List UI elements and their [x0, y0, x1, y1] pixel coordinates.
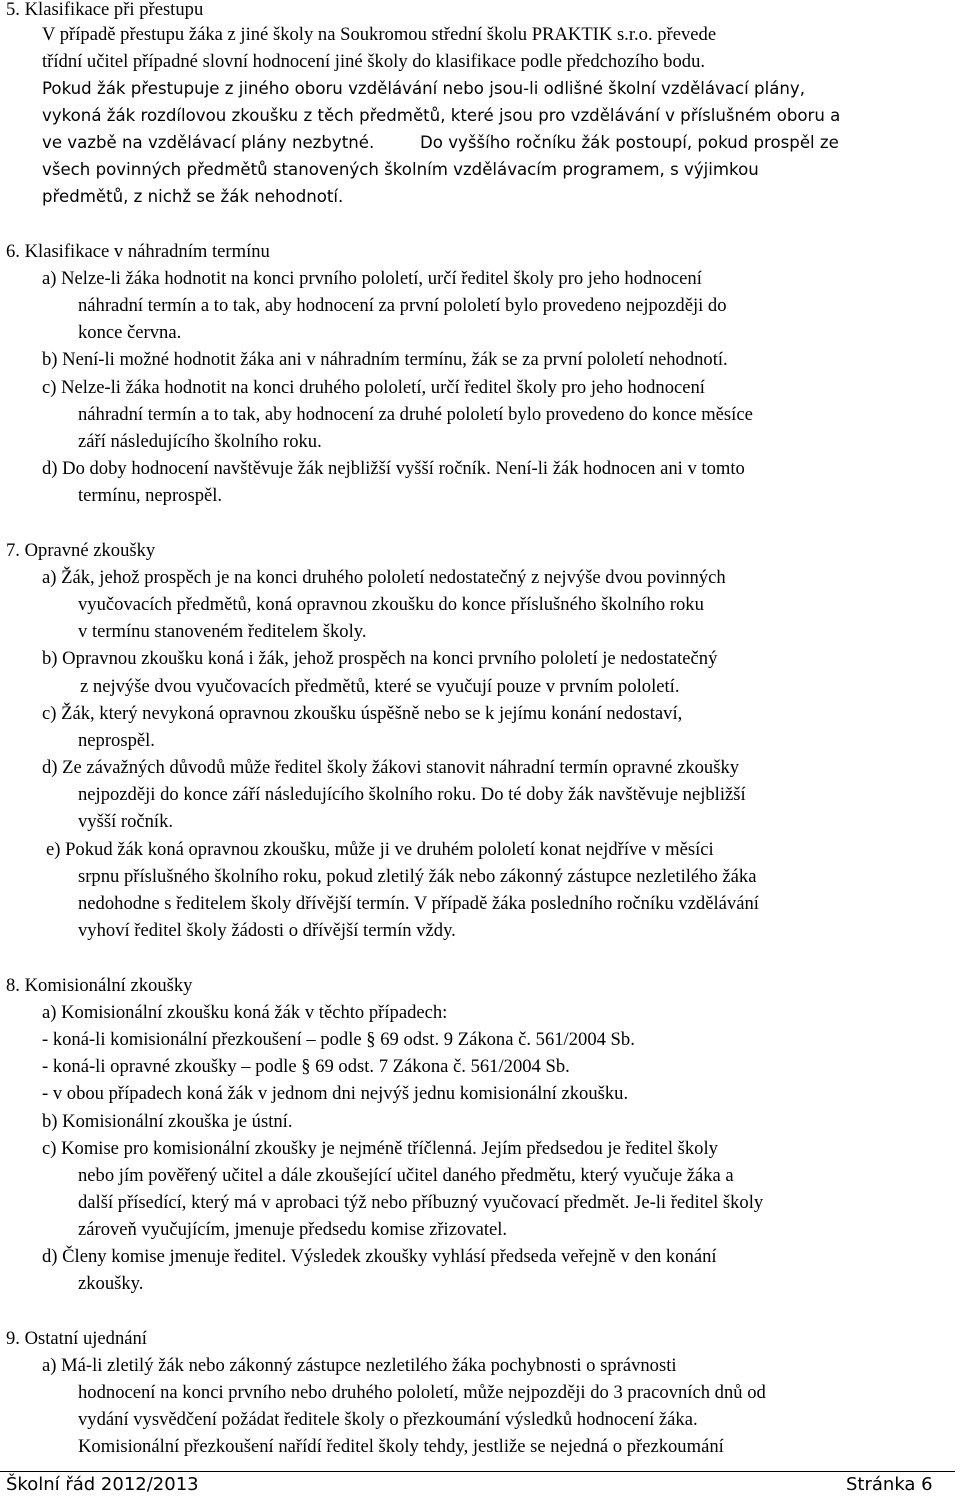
section-6-line: náhradní termín a to tak, aby hodnocení za druhé pololetí bylo provedeno do konce měsíce: [78, 404, 753, 425]
section-8-line: další přísedící, který má v aprobaci týž nebo příbuzný vyučovací předmět. Je-li ředitel školy: [78, 1192, 764, 1213]
section-5-line: předmětů, z nichž se žák nehodnotí.: [42, 187, 344, 206]
section-9-line: a) Má-li zletilý žák nebo zákonný zástupce nezletilého žáka pochybnosti o správnosti: [42, 1355, 677, 1376]
section-8-line: - koná-li komisionální přezkoušení – podle § 69 odst. 9 Zákona č. 561/2004 Sb.: [42, 1029, 635, 1050]
section-5-line: všech povinných předmětů stanovených školním vzdělávacím programem, s výjimkou: [42, 160, 759, 179]
section-5-line: Do vyššího ročníku žák postoupí, pokud prospěl ze: [420, 133, 839, 152]
section-5-heading: 5. Klasifikace při přestupu: [6, 0, 204, 20]
section-5-line: V případě přestupu žáka z jiné školy na Soukromou střední školu PRAKTIK s.r.o. převede: [42, 24, 717, 45]
section-7-line: c) Žák, který nevykoná opravnou zkoušku úspěšně nebo se k jejímu konání nedostaví,: [42, 703, 683, 724]
footer-divider: [0, 1471, 955, 1472]
section-7-line: srpnu příslušného školního roku, pokud zletilý žák nebo zákonný zástupce nezletilého žáka: [78, 866, 757, 887]
section-7-line: v termínu stanoveném ředitelem školy.: [78, 621, 367, 642]
section-6-line: konce června.: [78, 322, 182, 343]
section-8-line: nebo jím pověřený učitel a dále zkoušející učitel daného předmětu, který vyučuje žáka a: [78, 1165, 734, 1186]
section-6-heading: 6. Klasifikace v náhradním termínu: [6, 241, 270, 262]
section-5-line: ve vazbě na vzdělávací plány nezbytné.: [42, 133, 375, 152]
section-6-line: září následujícího školního roku.: [78, 431, 322, 452]
section-7-heading: 7. Opravné zkoušky: [6, 540, 156, 561]
section-7-line: neprospěl.: [78, 730, 155, 751]
section-8-line: - koná-li opravné zkoušky – podle § 69 odst. 7 Zákona č. 561/2004 Sb.: [42, 1056, 570, 1077]
section-8-line: d) Členy komise jmenuje ředitel. Výsledek zkoušky vyhlásí předseda veřejně v den konání: [42, 1246, 717, 1267]
section-8-line: c) Komise pro komisionální zkoušky je nejméně tříčlenná. Jejím předsedou je ředitel školy: [42, 1138, 718, 1159]
section-7-line: a) Žák, jehož prospěch je na konci druhého pololetí nedostatečný z nejvýše dvou povinných: [42, 567, 726, 588]
section-6-line: termínu, neprospěl.: [78, 485, 223, 506]
section-8-line: a) Komisionální zkoušku koná žák v těchto případech:: [42, 1002, 448, 1023]
section-7-line: vyhoví ředitel školy žádosti o dřívější termín vždy.: [78, 920, 456, 941]
section-8-line: b) Komisionální zkouška je ústní.: [42, 1111, 293, 1132]
section-6-line: a) Nelze-li žáka hodnotit na konci prvního pololetí, určí ředitel školy pro jeho hodnocení: [42, 268, 702, 289]
section-7-line: nedohodne s ředitelem školy dřívější termín. V případě žáka posledního ročníku vzdělávání: [78, 893, 759, 914]
footer-title: Školní řád 2012/2013: [6, 1474, 199, 1495]
section-9-line: Komisionální přezkoušení nařídí ředitel školy tehdy, jestliže se nejedná o přezkoumání: [78, 1436, 724, 1457]
section-9-line: hodnocení na konci prvního nebo druhého pololetí, může nejpozději do 3 pracovních dnů od: [78, 1382, 766, 1403]
section-7-line: z nejvýše dvou vyučovacích předmětů, které se vyučují pouze v prvním pololetí.: [80, 676, 680, 697]
section-6-line: náhradní termín a to tak, aby hodnocení za první pololetí bylo provedeno nejpozději do: [78, 295, 727, 316]
section-8-line: zkoušky.: [78, 1273, 144, 1294]
section-6-line: c) Nelze-li žáka hodnotit na konci druhého pololetí, určí ředitel školy pro jeho hodnocení: [42, 377, 705, 398]
section-7-line: vyšší ročník.: [78, 811, 174, 832]
section-9-heading: 9. Ostatní ujednání: [6, 1328, 147, 1349]
section-5-line: vykoná žák rozdílovou zkoušku z těch předmětů, které jsou pro vzdělávání v příslušném oboru a: [42, 106, 841, 125]
section-7-line: nejpozději do konce září následujícího školního roku. Do té doby žák navštěvuje nejbližší: [78, 784, 746, 805]
section-7-line: vyučovacích předmětů, koná opravnou zkoušku do konce příslušného školního roku: [78, 594, 704, 615]
section-7-line: e) Pokud žák koná opravnou zkoušku, může ji ve druhém pololetí konat nejdříve v měsíci: [46, 839, 714, 860]
section-5-line: třídní učitel případné slovní hodnocení jiné školy do klasifikace podle předchozího bodu.: [42, 51, 706, 72]
section-6-line: d) Do doby hodnocení navštěvuje žák nejbližší vyšší ročník. Není-li žák hodnocen ani v tomto: [42, 458, 745, 479]
footer-page-number: Stránka 6: [846, 1474, 933, 1495]
section-9-line: vydání vysvědčení požádat ředitele školy o přezkoumání výsledků hodnocení žáka.: [78, 1409, 698, 1430]
section-5-line: Pokud žák přestupuje z jiného oboru vzdělávání nebo jsou-li odlišné školní vzdělávací plány,: [42, 79, 805, 98]
section-7-line: b) Opravnou zkoušku koná i žák, jehož prospěch na konci prvního pololetí je nedostatečný: [42, 648, 718, 669]
section-8-line: - v obou případech koná žák v jednom dni nejvýš jednu komisionální zkoušku.: [42, 1083, 629, 1104]
section-7-line: d) Ze závažných důvodů může ředitel školy žákovi stanovit náhradní termín opravné zkoušky: [42, 757, 740, 778]
section-6-line: b) Není-li možné hodnotit žáka ani v náhradním termínu, žák se za první pololetí nehodnotí.: [42, 349, 728, 370]
section-8-heading: 8. Komisionální zkoušky: [6, 975, 193, 996]
section-8-line: zároveň vyučujícím, jmenuje předsedu komise zřizovatel.: [78, 1219, 508, 1240]
